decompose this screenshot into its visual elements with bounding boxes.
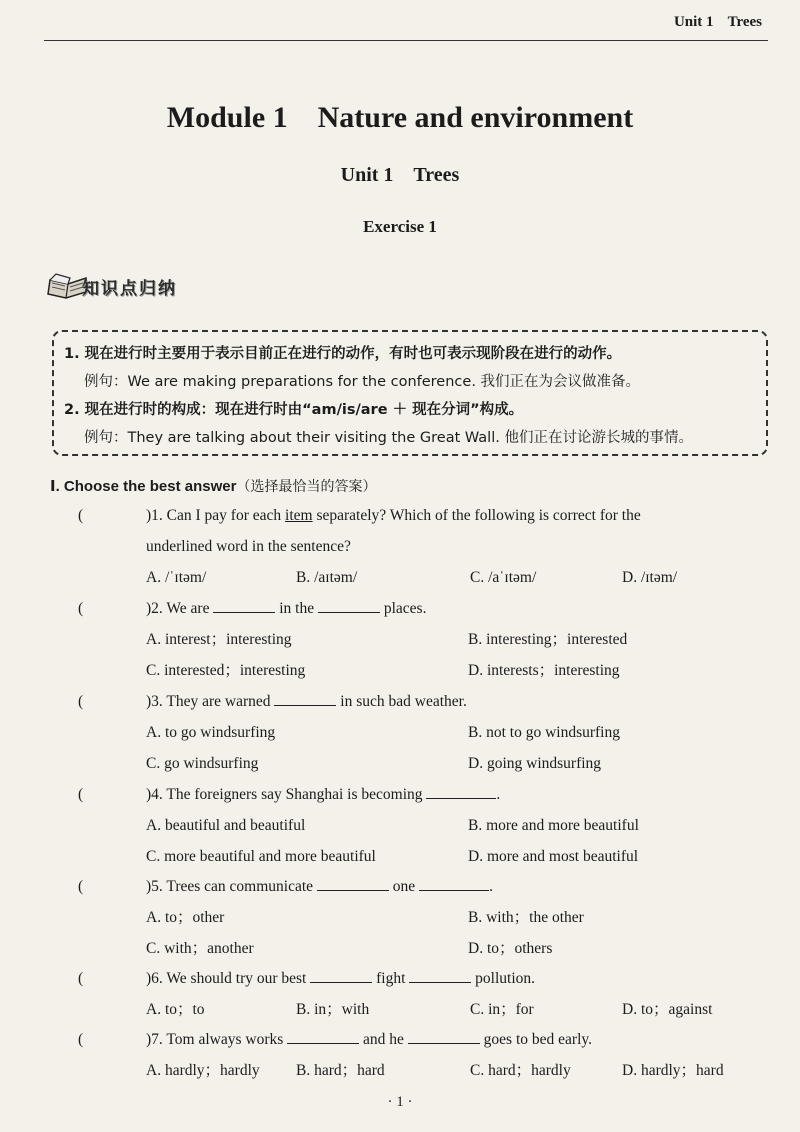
answer-blank[interactable] xyxy=(287,1029,359,1044)
question-number: )5. xyxy=(146,878,163,895)
question-stem: Can I pay for each xyxy=(166,507,286,524)
question-number: )1. xyxy=(146,507,163,524)
option-a[interactable]: A. hardly；hardly xyxy=(146,1062,260,1079)
option-b[interactable]: B. /aɪtəm/ xyxy=(296,569,358,586)
answer-paren[interactable]: ( xyxy=(78,878,84,895)
answer-paren[interactable]: ( xyxy=(78,600,84,617)
question-stem-line-2: underlined word in the sentence? xyxy=(146,538,351,555)
question-number: )7. xyxy=(146,1031,163,1048)
question-1 xyxy=(78,500,780,593)
option-b[interactable]: B. not to go windsurfing xyxy=(468,724,620,741)
question-number: )4. xyxy=(146,786,163,803)
running-head-unit: Unit 1 xyxy=(673,14,714,30)
unit-title: Unit 1 Trees xyxy=(340,164,460,186)
knowledge-box xyxy=(52,330,768,456)
option-a[interactable]: A. to go windsurfing xyxy=(146,724,276,741)
part-1-title: Choose the best answer xyxy=(63,478,237,495)
running-head xyxy=(674,14,762,31)
option-b[interactable]: B. with；the other xyxy=(468,909,584,926)
question-stem: goes to bed early. xyxy=(483,1031,592,1048)
question-number: )3. xyxy=(146,693,163,710)
option-c[interactable]: C. with；another xyxy=(146,940,254,957)
knowledge-point-1: 1. 现在进行时主要用于表示目前正在进行的动作，有时也可表示现阶段在进行的动作。 xyxy=(64,346,622,362)
answer-paren[interactable]: ( xyxy=(78,507,84,524)
question-stem: and he xyxy=(363,1031,404,1048)
option-a[interactable]: A. /ˈɪtəm/ xyxy=(146,569,207,586)
answer-blank[interactable] xyxy=(310,968,372,983)
question-7 xyxy=(78,1024,780,1086)
option-a[interactable]: A. beautiful and beautiful xyxy=(146,817,306,834)
question-stem: in the xyxy=(279,600,315,617)
option-d[interactable]: D. going windsurfing xyxy=(468,755,602,772)
option-c[interactable]: C. hard；hardly xyxy=(470,1062,571,1079)
section-badge xyxy=(46,272,177,300)
option-b[interactable]: B. more and more beautiful xyxy=(468,817,639,834)
part-1-numeral: Ⅰ. xyxy=(50,478,60,495)
header-divider xyxy=(44,40,768,41)
answer-blank[interactable] xyxy=(419,876,489,891)
option-b[interactable]: B. hard；hard xyxy=(296,1062,385,1079)
answer-blank[interactable] xyxy=(408,1029,480,1044)
answer-blank[interactable] xyxy=(426,784,496,799)
question-stem: in such bad weather. xyxy=(340,693,467,710)
question-stem: fight xyxy=(376,970,406,987)
question-3 xyxy=(78,686,780,779)
question-stem-cont: separately? Which of the following is correct for the xyxy=(312,507,641,524)
option-d[interactable]: D. more and most beautiful xyxy=(468,848,639,865)
option-c[interactable]: C. go windsurfing xyxy=(146,755,259,772)
module-title: Module 1 Nature and environment xyxy=(166,101,634,134)
question-stem: . xyxy=(489,878,493,895)
question-stem: one xyxy=(392,878,416,895)
answer-blank[interactable] xyxy=(409,968,471,983)
running-head-topic: Trees xyxy=(727,14,762,30)
part-1-title-cn: （选择最恰当的答案） xyxy=(236,479,377,495)
question-stem: . xyxy=(496,786,501,803)
question-stem: We should try our best xyxy=(166,970,307,987)
underlined-word: item xyxy=(285,507,313,524)
option-a[interactable]: A. to；to xyxy=(146,1001,205,1018)
question-number: )2. xyxy=(146,600,163,617)
option-a[interactable]: A. to；other xyxy=(146,909,225,926)
answer-paren[interactable]: ( xyxy=(78,1031,84,1048)
answer-blank[interactable] xyxy=(317,876,389,891)
question-number: )6. xyxy=(146,970,163,987)
exercise-title: Exercise 1 xyxy=(363,217,437,236)
question-stem: We are xyxy=(166,600,210,617)
knowledge-example-2: 例句：They are talking about their visiting the Great Wall. 他们正在讨论游长城的事情。 xyxy=(84,430,693,446)
option-b[interactable]: B. in；with xyxy=(296,1001,370,1018)
knowledge-point-2: 2. 现在进行时的构成：现在进行时由“am/is/are ＋ 现在分词”构成。 xyxy=(64,402,524,418)
question-5 xyxy=(78,871,780,964)
part-1-header xyxy=(50,476,376,496)
option-d[interactable]: D. hardly；hard xyxy=(622,1062,724,1079)
answer-paren[interactable]: ( xyxy=(78,786,84,803)
option-c[interactable]: C. /aˈɪtəm/ xyxy=(470,569,537,586)
question-stem: Tom always works xyxy=(166,1031,284,1048)
option-d[interactable]: D. interests；interesting xyxy=(468,662,620,679)
question-stem: The foreigners say Shanghai is becoming xyxy=(166,786,423,803)
answer-blank[interactable] xyxy=(274,691,336,706)
knowledge-example-1: 例句：We are making preparations for the conference. 我们正在为会议做准备。 xyxy=(84,374,641,390)
option-c[interactable]: C. in；for xyxy=(470,1001,534,1018)
option-d[interactable]: D. /ɪtəm/ xyxy=(622,569,678,586)
option-c[interactable]: C. more beautiful and more beautiful xyxy=(146,848,376,865)
answer-blank[interactable] xyxy=(213,598,275,613)
answer-paren[interactable]: ( xyxy=(78,693,84,710)
question-stem: Trees can communicate xyxy=(166,878,314,895)
question-stem: They are warned xyxy=(166,693,271,710)
question-4 xyxy=(78,779,780,872)
answer-blank[interactable] xyxy=(318,598,380,613)
option-d[interactable]: D. to；others xyxy=(468,940,553,957)
option-b[interactable]: B. interesting；interested xyxy=(468,631,628,648)
section-badge-label: 知识点归纳 xyxy=(82,278,177,299)
question-2 xyxy=(78,593,780,686)
question-6 xyxy=(78,963,780,1025)
question-stem: pollution. xyxy=(475,970,536,987)
option-a[interactable]: A. interest；interesting xyxy=(146,631,292,648)
question-stem: places. xyxy=(383,600,427,617)
page-number: · 1 · xyxy=(387,1094,413,1110)
answer-paren[interactable]: ( xyxy=(78,970,84,987)
option-c[interactable]: C. interested；interesting xyxy=(146,662,306,679)
option-d[interactable]: D. to；against xyxy=(622,1001,713,1018)
